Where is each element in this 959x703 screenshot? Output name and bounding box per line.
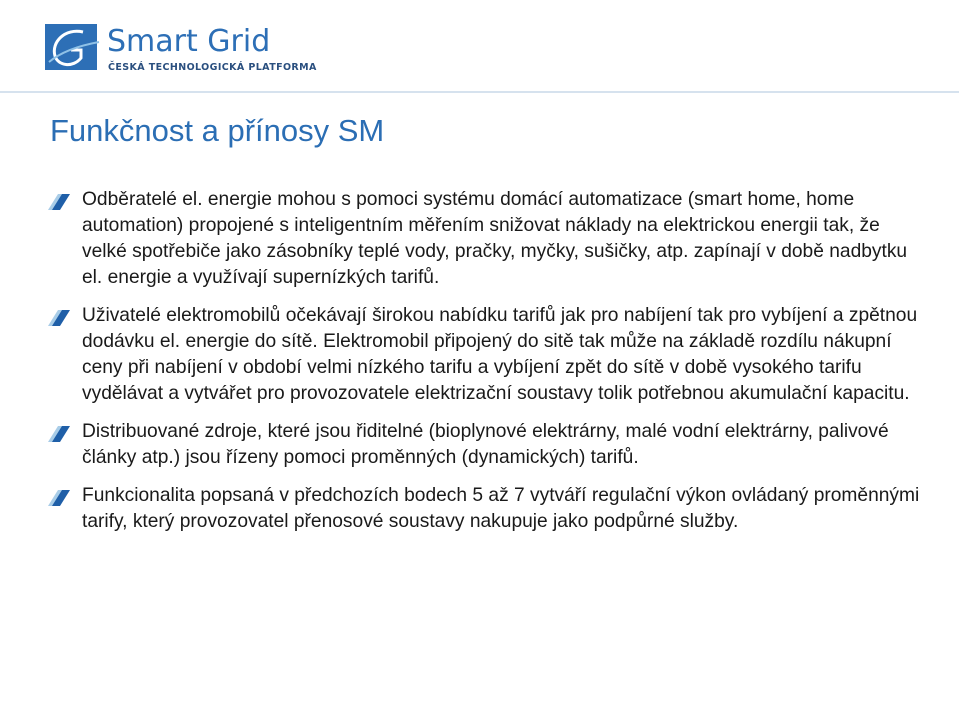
bullet-text: Odběratelé el. energie mohou s pomoci systému domácí automatizace (smart home, home automation) propojené s inteligentním měřením snižovat náklady na elektrickou energii tak, že velké spotřebiče jako zásobníky teplé vody, pračky, myčky, sušičky, atp. zapínají v době nadbytku el. energie a využívají supernízkých tarifů. (82, 189, 908, 288)
slide-title: Funkčnost a přínosy SM (50, 113, 385, 148)
brand-tagline: ČESKÁ TECHNOLOGICKÁ PLATFORMA (108, 62, 317, 73)
list-item (48, 187, 928, 291)
bullet-list (48, 187, 928, 547)
brand-name: Smart Grid (107, 24, 271, 59)
list-item (48, 303, 928, 407)
list-item (48, 483, 928, 535)
list-item (48, 419, 928, 471)
bullet-text: Distribuované zdroje, které jsou řiditelné (bioplynové elektrárny, malé vodní elektrárny, palivové články atp.) jsou řízeny pomoci proměnných (dynamických) tarifů. (82, 421, 889, 468)
bullet-marker-icon (48, 490, 70, 506)
header-divider (0, 91, 959, 93)
bullet-marker-icon (48, 310, 70, 326)
smart-grid-logo-icon (43, 22, 101, 74)
bullet-text: Funkcionalita popsaná v předchozích bodech 5 až 7 vytváří regulační výkon ovládaný proměnnými tarify, který provozovatel přenosové soustavy nakupuje jako podpůrné služby. (82, 485, 920, 532)
smart-grid-logo (43, 22, 317, 82)
bullet-text: Uživatelé elektromobilů očekávají širokou nabídku tarifů jak pro nabíjení tak pro vybíjení a zpětnou dodávku el. energie do sítě. Elektromobil připojený do sitě tak může na základě rozdílu nákupní ceny při nabíjení v období velmi nízkého tarifu a vybíjení zpět do sítě v době vysokého tarifu vydělávat a vytvářet pro provozovatele elektrizační soustavy tolik potřebnou akumulační kapacitu. (82, 305, 918, 404)
bullet-marker-icon (48, 194, 70, 210)
bullet-marker-icon (48, 426, 70, 442)
